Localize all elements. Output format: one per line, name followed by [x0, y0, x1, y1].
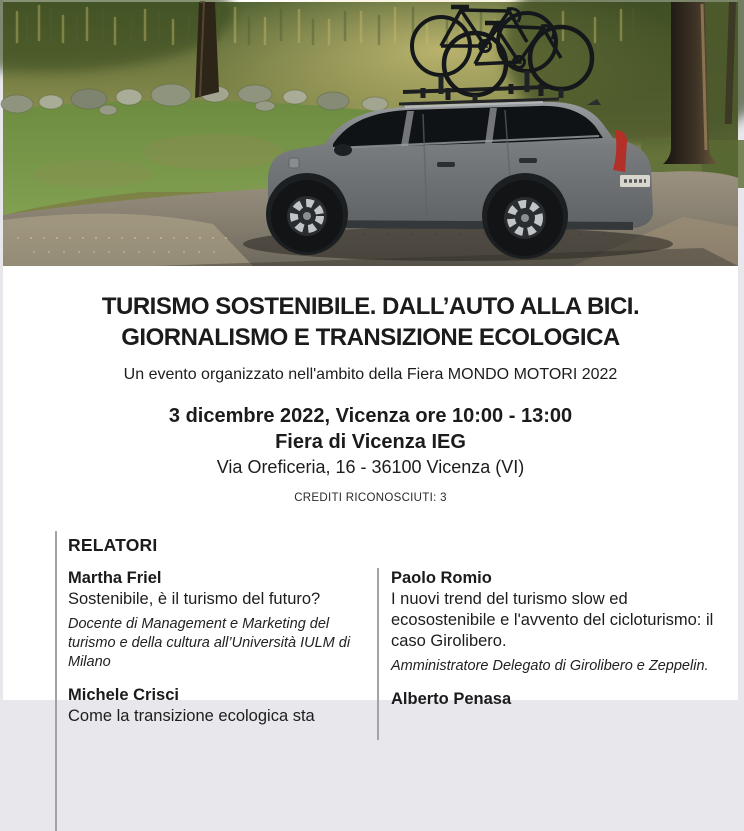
event-title — [3, 291, 738, 353]
flyer-page — [3, 0, 738, 725]
speaker-name: Alberto Penasa — [391, 690, 512, 708]
event-datetime: 3 dicembre 2022, Vicenza ore 10:00 - 13:00 — [168, 405, 573, 427]
speaker-entry — [391, 568, 720, 676]
left-tree-trunk — [195, 2, 219, 98]
suv-charge-port — [289, 158, 299, 168]
speaker-topic: Sostenibile, è il turismo del futuro? — [68, 590, 321, 608]
speaker-name: Paolo Romio — [391, 569, 492, 587]
speaker-entry — [68, 685, 361, 727]
speaker-name: Michele Crisci — [68, 686, 179, 704]
suv-mirror — [334, 144, 352, 156]
event-subtitle: Un evento organizzato nell'ambito della Fiera MONDO MOTORI 2022 — [123, 366, 618, 383]
speaker-topic: I nuovi trend del turismo slow ed ecosostenibile e l'avvento del cicloturismo: il caso Girolibero. — [391, 590, 714, 650]
speakers-left-column — [68, 568, 377, 740]
speaker-entry — [68, 568, 361, 672]
suv-front-wheel — [271, 180, 343, 252]
speakers-right-column — [377, 568, 720, 740]
speaker-columns — [68, 568, 720, 740]
speaker-role: Docente di Management e Marketing del turismo e della cultura all’Università IULM di Milano — [68, 616, 351, 670]
event-address: Via Oreficeria, 16 - 36100 Vicenza (VI) — [216, 457, 525, 477]
speakers-section — [55, 531, 720, 831]
speaker-entry — [391, 689, 720, 710]
suv-rear-wheel — [487, 180, 563, 256]
speakers-heading: RELATORI — [68, 535, 158, 555]
hero-photo — [3, 2, 738, 266]
speaker-role: Amministratore Delegato di Girolibero e Zeppelin. — [391, 658, 709, 674]
event-title-line2: GIORNALISMO E TRANSIZIONE ECOLOGICA — [121, 324, 620, 351]
speaker-name: Martha Friel — [68, 569, 162, 587]
speaker-topic: Come la transizione ecologica sta — [68, 707, 315, 725]
event-credits: CREDITI RICONOSCIUTI: 3 — [294, 492, 447, 504]
event-details — [3, 403, 738, 505]
event-venue: Fiera di Vicenza IEG — [275, 431, 466, 453]
hero-photo-scene — [3, 2, 738, 266]
event-title-line1: TURISMO SOSTENIBILE. DALL’AUTO ALLA BICI. — [101, 293, 640, 320]
